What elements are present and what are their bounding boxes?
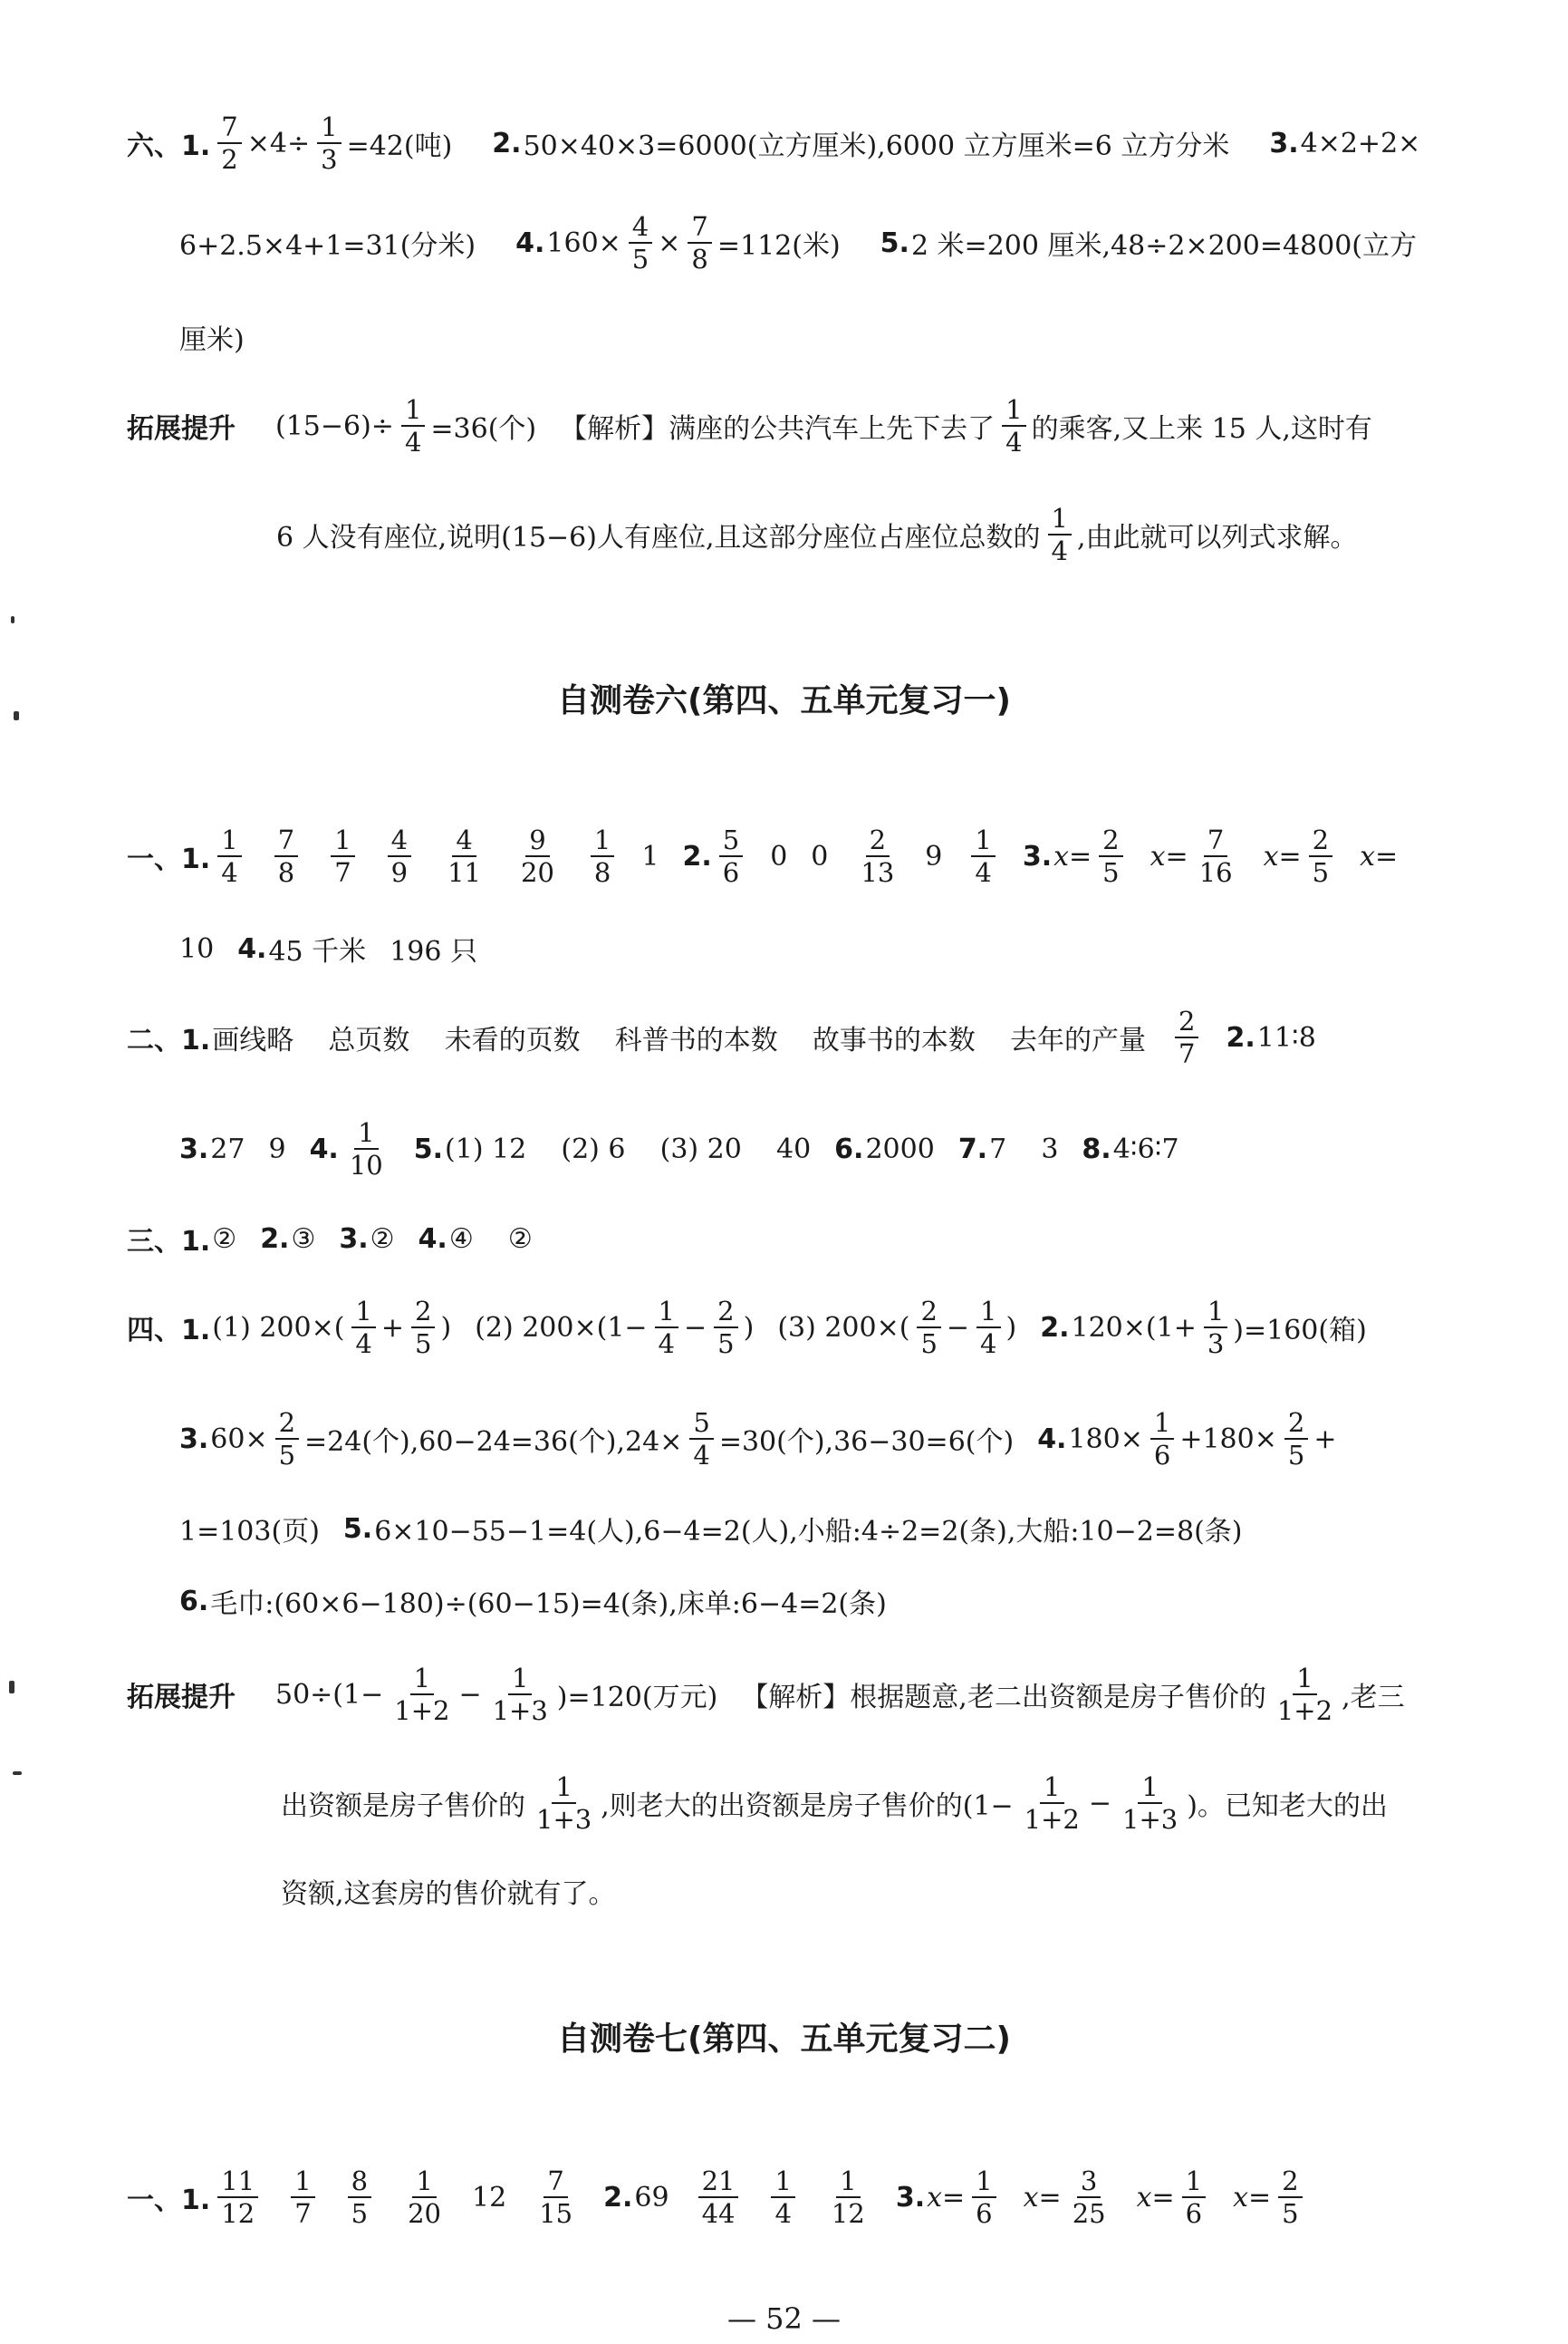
formula: 6×10−55−1=4(人),6−4=2(人),小船:4÷2=2(条),大船:10−2=8(条) [374, 1516, 1243, 1548]
fraction: $\frac{1}{6}$ [1182, 2167, 1206, 2228]
fraction: $\frac{1}{12}$ [831, 2165, 865, 2229]
answer-line [127, 1219, 534, 1259]
answer-value: x= [1053, 840, 1092, 873]
extension-line [276, 498, 1360, 571]
formula: ) [743, 1311, 755, 1344]
fraction: $\frac{1}{7}$ [331, 826, 354, 887]
answer-value: x= [1263, 840, 1302, 873]
item-number: 3. [1269, 127, 1299, 159]
answer-line [179, 1509, 1245, 1548]
formula: )=160(箱) [1233, 1315, 1367, 1346]
fraction: $\frac{4}{11}$ [447, 824, 481, 888]
answer-line: 6+2.5×4+1=31(分米) 4. 160× $\frac{4}{5}$ × $\frac{7}{8}$ =112(米) 5. 2 米=200 厘米,48÷2×200=4800(立方 [179, 210, 1418, 275]
item-number: 2. [260, 1222, 290, 1255]
formula: (2) 200×(1− [475, 1311, 648, 1344]
page-number: — 52 — [726, 2301, 842, 2336]
answer-value: 1 [641, 840, 659, 873]
analysis-text: 【解析】满座的公共汽车上先下去了 [560, 413, 996, 445]
answer-text: 6+2.5×4+1=31(分米) [179, 230, 476, 262]
formula: ) [440, 1311, 452, 1344]
answer-line [179, 929, 479, 969]
fraction: $\frac{1}{1+2}$ [394, 1662, 450, 1726]
answer-text: 画线略 总页数 未看的页数 科普书的本数 故事书的本数 去年的产量 [212, 1025, 1147, 1056]
answer-value: 7 3 [989, 1133, 1059, 1165]
formula: +180× [1179, 1423, 1277, 1455]
answer-value: 0 [770, 840, 788, 873]
formula: − [946, 1311, 970, 1344]
analysis-text: 6 人没有座位,说明(15−6)人有座位,且这部分座位占座位总数的 [276, 522, 1041, 554]
item-number: 三、1. [127, 1226, 211, 1258]
item-number: 一、1. [127, 2185, 211, 2216]
analysis-text: 资额,这套房的售价就有了。 [281, 1878, 616, 1910]
section-title: 自测卷七(第四、五单元复习二) [557, 2021, 1011, 2058]
answer-value: 4∶6∶7 [1112, 1133, 1179, 1165]
answer-line [179, 1403, 1338, 1475]
fraction: $\frac{1}{1+3}$ [492, 1662, 548, 1726]
formula: )=120(万元) [556, 1682, 718, 1713]
answer-value: 12 [472, 2181, 507, 2214]
answer-value: ③ [291, 1222, 316, 1255]
formula: (3) 200×( [777, 1311, 910, 1344]
item-number: 四、1. [127, 1315, 211, 1346]
formula: 180× [1068, 1423, 1143, 1455]
fraction: $\frac{1}{4}$ [971, 826, 995, 887]
answer-line [179, 1581, 889, 1621]
fraction: $\frac{2}{13}$ [861, 824, 895, 888]
analysis-text: 出资额是房子售价的 [281, 1790, 525, 1822]
fraction: $\frac{1}{6}$ [1150, 1409, 1174, 1470]
item-number: 2. [492, 127, 522, 159]
fraction: $\frac{1}{4}$ [1002, 396, 1025, 457]
formula: =42(吨) [346, 130, 453, 162]
answer-value: ④ ② [448, 1222, 533, 1255]
analysis-text: 【解析】根据题意,老二出资额是房子售价的 [741, 1682, 1266, 1713]
item-number: 4. [418, 1222, 447, 1255]
answer-value: x= [1136, 2181, 1175, 2214]
item-number: 6. [179, 1585, 209, 1617]
fraction: $\frac{2}{5}$ [1099, 826, 1122, 887]
answer-value: 27 [210, 1133, 245, 1165]
item-number: 4. [237, 932, 267, 965]
item-number: 二、1. [127, 1025, 211, 1056]
formula: ×4÷ [246, 127, 311, 159]
item-number: 4. [515, 227, 545, 259]
fraction: $\frac{1}{4}$ [976, 1297, 1000, 1358]
extension-label: 拓展提升 [127, 1682, 236, 1713]
fraction: $\frac{2}{7}$ [1175, 1008, 1198, 1068]
item-number: 6. [834, 1133, 864, 1165]
answer-value: 9 [925, 840, 943, 873]
fraction: $\frac{5}{6}$ [719, 826, 743, 887]
item-number: 5. [413, 1133, 444, 1165]
item-number: 六、1. [127, 130, 211, 162]
fraction: $\frac{4}{5}$ [629, 213, 652, 274]
extension-line [281, 1871, 618, 1911]
fraction: $\frac{2}{5}$ [1284, 1409, 1308, 1470]
answer-value: x= [1360, 840, 1399, 873]
formula: (1) 200×( [212, 1311, 345, 1344]
item-number: 2. [1226, 1021, 1255, 1054]
fraction: $\frac{1}{6}$ [972, 2167, 996, 2228]
answer-text: 50×40×3=6000(立方厘米),6000 立方厘米=6 立方分米 [523, 130, 1230, 162]
fraction: $\frac{21}{44}$ [698, 2167, 739, 2228]
answer-value: ② [370, 1222, 395, 1255]
answer-value: ② [212, 1222, 237, 1255]
item-number: 7. [957, 1133, 988, 1165]
fraction: $\frac{1}{8}$ [591, 826, 614, 887]
fraction: $\frac{7}{16}$ [1198, 824, 1233, 888]
item-number: 3. [895, 2181, 926, 2214]
fraction: $\frac{2}{5}$ [1278, 2167, 1302, 2228]
answer-value: 9 [268, 1133, 286, 1165]
scan-mark [11, 616, 14, 623]
formula: 160× [546, 227, 621, 259]
answer-text: 2 米=200 厘米,48÷2×200=4800(立方 [910, 230, 1418, 262]
fraction: $\frac{7}{15}$ [539, 2165, 573, 2229]
item-number: 4. [1037, 1423, 1067, 1455]
item-number: 3. [339, 1222, 369, 1255]
answer-value: x= [1150, 840, 1188, 873]
fraction: $\frac{9}{20}$ [521, 824, 554, 888]
answer-value: x= [927, 2181, 966, 2214]
item-number: 3. [179, 1133, 209, 1165]
formula: 120×(1+ [1071, 1311, 1197, 1344]
formula: 毛巾:(60×6−180)÷(60−15)=4(条),床单:6−4=2(条) [210, 1588, 887, 1620]
fraction: $\frac{2}{5}$ [275, 1409, 299, 1470]
item-number: 2. [603, 2181, 633, 2214]
section-title: 自测卷六(第四、五单元复习一) [557, 682, 1011, 719]
formula: =30(个),36−30=6(个) [718, 1426, 1015, 1458]
analysis-text: 的乘客,又上来 15 人,这时有 [1031, 413, 1372, 445]
fraction: $\frac{7}{8}$ [274, 826, 298, 887]
extension-line: 拓展提升 50÷(1− $\frac{1}{1+2}$ − $\frac{1}{1+3}$ )=120(万元) 【解析】根据题意,老二出资额是房子售价的 $\frac{1}{1+2}$ ,老三 [127, 1662, 1405, 1726]
analysis-text: ,则老大的出资额是房子售价的(1− [601, 1790, 1014, 1822]
item-number: 3. [1022, 840, 1053, 873]
fraction: $\frac{1}{4}$ [655, 1297, 678, 1358]
analysis-text: ,老三 [1342, 1682, 1405, 1713]
answer-text: 4×2+2× [1300, 127, 1421, 159]
item-number: 8. [1082, 1133, 1111, 1165]
formula: =36(个) [430, 413, 537, 445]
formula: − [684, 1311, 707, 1344]
formula: =24(个),60−24=36(个),24× [304, 1426, 683, 1458]
answer-text: 厘米) [179, 324, 245, 356]
scan-mark [13, 1771, 22, 1775]
answer-line [127, 2161, 1308, 2233]
answer-line [127, 820, 1400, 892]
item-number: 一、1. [127, 844, 211, 875]
scan-mark [14, 711, 19, 720]
item-number: 3. [179, 1423, 209, 1455]
answer-value: x= [1233, 2181, 1272, 2214]
item-number: 2. [682, 840, 712, 873]
answer-value: 196 只 [390, 936, 477, 968]
fraction: $\frac{1}{1+3}$ [536, 1770, 592, 1835]
fraction: $\frac{1}{3}$ [1204, 1297, 1227, 1358]
formula: ) [1005, 1311, 1017, 1344]
formula: + [380, 1311, 405, 1344]
extension-line [127, 390, 1374, 462]
fraction: $\frac{2}{5}$ [411, 1297, 435, 1358]
fraction: $\frac{1}{20}$ [408, 2165, 441, 2229]
answer-value: 2000 [865, 1133, 935, 1165]
fraction: $\frac{2}{5}$ [917, 1297, 940, 1358]
answer-value: x= [1023, 2181, 1062, 2214]
fraction: $\frac{4}{9}$ [388, 826, 411, 887]
fraction: $\frac{2}{5}$ [1309, 826, 1332, 887]
fraction: $\frac{1}{1+2}$ [1276, 1662, 1333, 1726]
item-number: 2. [1040, 1311, 1070, 1344]
fraction: $\frac{1}{4}$ [401, 396, 425, 457]
fraction: $\frac{11}{12}$ [217, 2167, 258, 2228]
answer-value: 69 [634, 2181, 669, 2214]
item-number: 5. [342, 1512, 373, 1545]
item-number: 4. [309, 1133, 339, 1165]
extension-line: 出资额是房子售价的 $\frac{1}{1+3}$ ,则老大的出资额是房子售价的(1− $\frac{1}{1+2}$ − $\frac{1}{1+3}$ )。已知老大的出 [281, 1770, 1388, 1835]
extension-label: 拓展提升 [127, 413, 236, 445]
fraction: $\frac{1}{4}$ [351, 1297, 375, 1358]
analysis-text: )。已知老大的出 [1187, 1790, 1388, 1822]
answer-line [179, 317, 246, 357]
formula: 60× [210, 1423, 268, 1455]
scan-mark [9, 1681, 14, 1693]
fraction: $\frac{3}{25}$ [1072, 2165, 1106, 2229]
formula: 1=103(页) [179, 1516, 320, 1548]
answer-value: (1) 12 (2) 6 (3) 20 40 [445, 1133, 812, 1165]
answer-value: 10 [179, 932, 215, 965]
fraction: $\frac{1}{4}$ [771, 2167, 794, 2228]
answer-line [127, 1001, 1318, 1074]
fraction: $\frac{1}{7}$ [291, 2167, 314, 2228]
fraction: $\frac{1}{4}$ [1048, 505, 1072, 565]
fraction: $\frac{1}{1+2}$ [1024, 1770, 1080, 1835]
fraction: $\frac{1}{1+3}$ [1122, 1770, 1178, 1835]
answer-value: 45 千米 [268, 936, 367, 968]
formula: + [1313, 1423, 1337, 1455]
formula: (15−6)÷ [275, 410, 394, 442]
analysis-text: ,由此就可以列式求解。 [1076, 522, 1358, 554]
formula: =112(米) [717, 230, 841, 262]
answer-value: 0 [811, 840, 829, 873]
fraction: $\frac{1}{10}$ [349, 1116, 383, 1181]
fraction: $\frac{1}{3}$ [317, 113, 341, 174]
fraction: $\frac{7}{2}$ [217, 113, 241, 174]
answer-line [179, 1113, 1181, 1185]
item-number: 5. [880, 227, 909, 259]
fraction: $\frac{1}{4}$ [217, 826, 241, 887]
fraction: $\frac{8}{5}$ [348, 2167, 371, 2228]
fraction: $\frac{7}{8}$ [688, 213, 711, 274]
formula: 50÷(1− [275, 1678, 384, 1711]
answer-value: 11∶8 [1256, 1021, 1316, 1054]
fraction: $\frac{5}{4}$ [689, 1409, 713, 1470]
answer-line [127, 1291, 1369, 1364]
answer-line [127, 107, 1422, 179]
fraction: $\frac{2}{5}$ [714, 1297, 737, 1358]
